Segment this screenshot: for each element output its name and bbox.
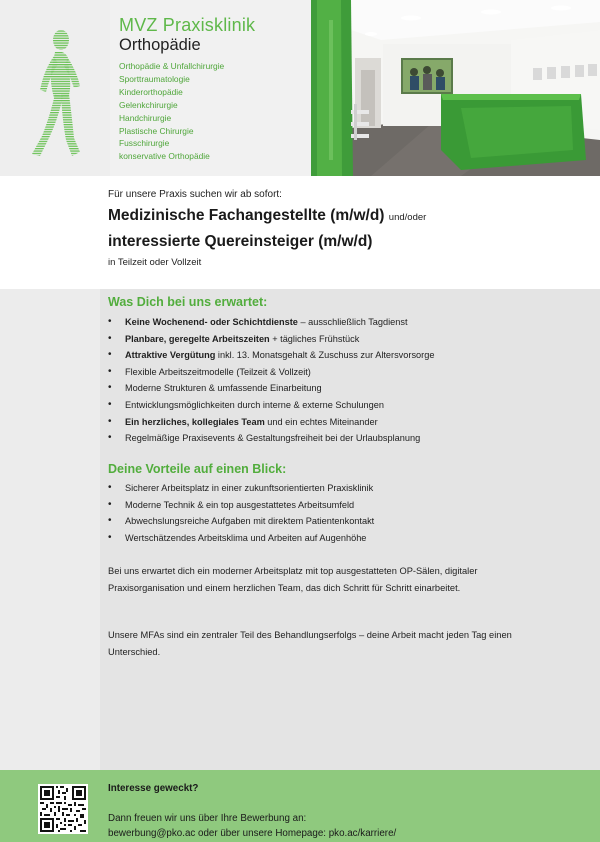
cta-title: Interesse geweckt? xyxy=(108,783,199,794)
list-item-text: inkl. 13. Monatsgehalt & Zuschuss zur Altersvorsorge xyxy=(215,350,435,361)
list-item-text: Flexible Arbeitszeitmodelle (Teilzeit & Vollzeit) xyxy=(125,366,311,377)
list-item xyxy=(108,331,578,348)
list-item xyxy=(108,380,578,397)
expect-section-title: Was Dich bei uns erwartet: xyxy=(108,295,268,309)
specialty-item: konservative Orthopädie xyxy=(119,151,210,162)
list-item-text: + tägliches Frühstück xyxy=(269,333,360,344)
list-item xyxy=(108,430,578,447)
list-item-bold: Ein herzliches, kollegiales Team xyxy=(125,416,265,427)
cta-line-1: Dann freuen wir uns über Ihre Bewerbung an: xyxy=(108,813,307,824)
benefits-list xyxy=(108,480,578,546)
list-item: • Sicherer Arbeitsplatz in einer zukunftsorientierten Praxisklinik xyxy=(108,480,578,497)
brand-subtitle: Orthopädie xyxy=(119,36,201,54)
list-item-bold: Planbare, geregelte Arbeitszeiten xyxy=(125,333,270,344)
job-title-primary xyxy=(108,207,426,225)
intro-section xyxy=(0,176,600,289)
list-item xyxy=(108,397,578,414)
job-title-connector: und/oder xyxy=(388,212,427,223)
list-item-bold: Attraktive Vergütung xyxy=(125,350,216,361)
list-item: • Moderne Technik & ein top ausgestattetes Arbeitsumfeld xyxy=(108,497,578,514)
job-title-2: interessierte Quereinsteiger (m/w/d) xyxy=(108,233,373,250)
list-item-text: und ein echtes Miteinander xyxy=(264,416,378,427)
list-item: • Wertschätzendes Arbeitsklima und Arbeiten auf Augenhöhe xyxy=(108,530,578,547)
list-item-bold: Keine Wochenend- oder Schichtdienste xyxy=(125,317,298,327)
specialty-item: Kinderorthopädie xyxy=(119,86,183,97)
cta-contact-link[interactable]: bewerbung@pko.ac oder über unsere Homepage: pko.ac/karriere/ xyxy=(108,828,397,839)
cta-text xyxy=(108,811,588,841)
specialty-item: Handchirurgie xyxy=(119,112,172,123)
workplace-paragraph: Bei uns erwartet dich ein moderner Arbeitsplatz mit top ausgestatteten OP-Sälen, digitaler Praxisorganisation und einem herzlichen Team, das dich Schritt für Schritt einarbeitet. xyxy=(108,566,478,593)
walking-figure-icon xyxy=(28,28,88,160)
mfa-paragraph: Unsere MFAs sind ein zentraler Teil des Behandlungserfolgs – deine Arbeit macht jeden Tag einen Unterschied. xyxy=(108,630,512,657)
benefits-section-title: Deine Vorteile auf einen Blick: xyxy=(108,462,287,476)
qr-code-icon[interactable] xyxy=(38,784,88,834)
specialty-item: Fusschirurgie xyxy=(119,138,170,149)
footer-cta xyxy=(0,770,600,842)
list-item-text: Regelmäßige Praxisevents & Gestaltungsfreiheit bei der Urlaubsplanung xyxy=(125,433,421,444)
specialty-item: Sporttraumatologie xyxy=(119,73,190,84)
brand-name: MVZ Praxisklinik xyxy=(119,15,256,35)
left-margin-band xyxy=(0,289,100,770)
brand-block xyxy=(119,15,255,163)
specialty-list xyxy=(119,60,255,163)
specialty-item: Gelenkchirurgie xyxy=(119,99,178,110)
list-item xyxy=(108,414,578,431)
employment-type: in Teilzeit oder Vollzeit xyxy=(108,257,202,268)
intro-lead: Für unsere Praxis suchen wir ab sofort: xyxy=(108,189,282,200)
logo-column xyxy=(0,0,110,176)
list-item-text: Entwicklungsmöglichkeiten durch interne & externe Schulungen xyxy=(125,399,384,410)
list-item xyxy=(108,364,578,381)
header xyxy=(0,0,600,176)
expect-list xyxy=(108,314,578,447)
list-item xyxy=(108,314,578,331)
specialty-item: Orthopädie & Unfallchirurgie xyxy=(119,61,225,71)
clinic-reception-photo xyxy=(311,0,600,176)
main-body xyxy=(0,289,600,770)
specialty-item: Plastische Chirurgie xyxy=(119,125,194,136)
list-item-text: – ausschließlich Tagdienst xyxy=(297,317,408,327)
list-item xyxy=(108,347,578,364)
list-item: • Abwechslungsreiche Aufgaben mit direktem Patientenkontakt xyxy=(108,513,578,530)
list-item-text: Moderne Strukturen & umfassende Einarbeitung xyxy=(125,383,322,394)
job-title-1: Medizinische Fachangestellte (m/w/d) xyxy=(108,207,385,224)
